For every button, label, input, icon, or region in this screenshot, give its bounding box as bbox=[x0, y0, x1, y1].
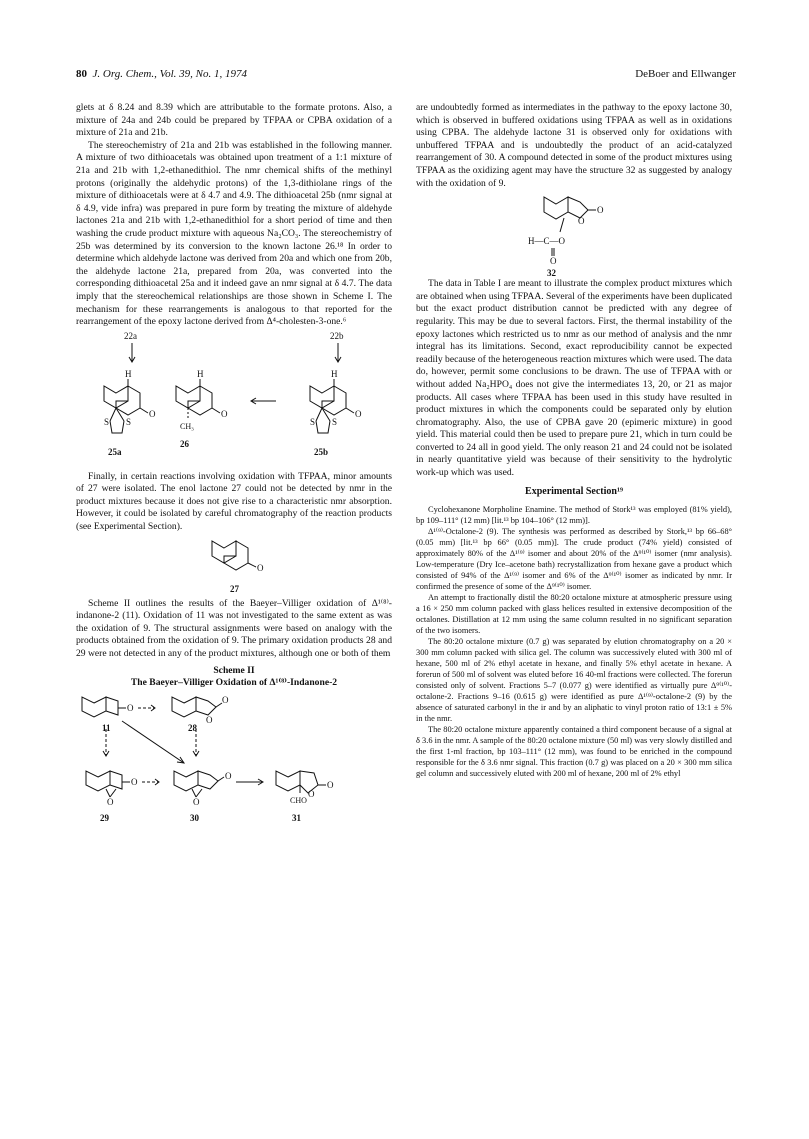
atom-o: O bbox=[221, 408, 228, 419]
label-32: 32 bbox=[547, 268, 556, 279]
atom-s: S bbox=[126, 416, 132, 427]
scheme-number: Scheme II bbox=[213, 664, 255, 676]
label-27: 27 bbox=[230, 583, 239, 594]
experimental-paragraph: Cyclohexanone Morpholine Enamine. The method of Stork¹³ was employed (81% yield), bp 109–111° (12 mm) [lit.¹³ bp 104–106° (12 mm)]. bbox=[416, 505, 732, 526]
atom-o: O bbox=[193, 796, 200, 807]
scheme-i-structures bbox=[76, 329, 392, 471]
experimental-paragraph: Δ¹⁽⁹⁾-Octalone-2 (9). The synthesis was performed as described by Stork,¹³ bp 66–68° (0.05 mm) [lit.¹³ bp 66° (0.05 mm)]. The crude product (74% yield) consisted of approximately 80% of the Δ¹⁽⁹⁾ isomer and about 20% of the Δ⁹⁽¹⁰⁾ isomer (nmr analysis). Low-temperature (Dry Ice–acetone bath) recrystallization from hexane gave a product which consisted of 94% of the Δ¹⁽⁹⁾ isomer and 6% of the Δ⁹⁽¹⁰⁾ isomer as indicated by nmr. Ir confirmed the presence of some of the Δ⁹⁽¹⁰⁾ isomer. bbox=[416, 527, 732, 592]
atom-o: O bbox=[327, 779, 334, 790]
atom-o: O bbox=[107, 796, 114, 807]
atom-o: O bbox=[131, 776, 138, 787]
atom-s: S bbox=[332, 416, 338, 427]
atom-h: H bbox=[197, 368, 204, 379]
label-26: 26 bbox=[180, 438, 189, 449]
atom-o: O bbox=[550, 256, 557, 267]
scheme-ii-diagram bbox=[76, 689, 392, 829]
atom-o: O bbox=[355, 408, 362, 419]
group-cho: CHO bbox=[290, 795, 307, 805]
label-11: 11 bbox=[102, 722, 111, 733]
atom-s: S bbox=[310, 416, 316, 427]
atom-o: O bbox=[308, 788, 315, 799]
section-heading: Experimental Section¹⁹ bbox=[525, 485, 623, 497]
paragraph: The stereochemistry of 21a and 21b was established in the following manner. A mixture of two dithioacetals was obtained upon treatment of a 1:1 mixture of 21a and 21b with 1,2-ethanedithiol. The nmr chemical shifts of the methinyl protons (originally the aldehydic protons) of the 1,3-dithiolane rings of the mixture of dithioacetals were at δ 4.7 and 4.9. The dithioacetal 25b (nmr signal at δ 4.9, vide infra) was prepared in pure form by treating the mixture of aldehyde lactones 21a and 21b with 1,2-ethanedithiol for a short period of time and then washing the crude product mixture with aqueous Na₂CO₃. The stereochemistry of 25b was determined by its conversion to the known lactone 26.¹⁸ In order to determine which aldehyde lactone was derived from 20a and which one from 20b, the aldehyde lactone 21a, prepared from 20a, was converted into the corresponding dithioacetal 25a and it indeed gave an nmr signal at δ 4.7. The data imply that the stereochemical relationships are those shown in Scheme I. The mechanism for these rearrangements is analogous to that reported for the rearrangement of the epoxy lactone derived from Δ⁴-cholesten-3-one.⁶ bbox=[76, 139, 392, 328]
paragraph: The data in Table I are meant to illustrate the complex product mixtures which are obtained when using TFPAA. Several of the experiments have been duplicated but the exact product distribution cannot be predicted with any degree of regularity. This may be due to several factors. First, the thermal instability of the epoxy lactones which restricted us to nmr as our method of analysis and the nmr integral has its limitations. Second, exact reproducibility cannot be expected readily because of the heterogeneous reaction mixtures which were used. The data do, however, permit some conclusions to be drawn. The use of TFPAA with or without added Na₂HPO₄ does not give the intermediates 13, 20, or 21 as major products. All cases where TFPAA has been used in this study have resulted in product mixtures in which the components could be separated only by elution chromatography. Also, the use of CPBA gave 20 (epimeric mixture) in good yield. This material could then be used to prepare pure 21, which in turn could be converted to 24 all in good yield. The only reason 21 and 24 could not be isolated in nearly quantitative yield was because of their sensitivity to the hydrolytic work-up which was used. bbox=[416, 278, 732, 479]
group-ch3: CH₃ bbox=[180, 421, 194, 431]
atom-o: O bbox=[578, 216, 585, 227]
atom-o: O bbox=[597, 205, 604, 216]
experimental-section bbox=[416, 504, 732, 779]
authors: DeBoer and Ellwanger bbox=[635, 68, 736, 80]
structure-32 bbox=[416, 190, 732, 278]
label-22b: 22b bbox=[330, 330, 344, 341]
atom-h: H bbox=[125, 368, 132, 379]
label-25a: 25a bbox=[108, 446, 122, 457]
experimental-paragraph: An attempt to fractionally distil the 80:20 octalone mixture at atmospheric pressure using a 16 × 250 mm column packed with glass helices resulted in extensive decomposition of the octalones. Distillation at 12 mm using the same column resulted in no significant separation of the two isomers. bbox=[416, 593, 732, 636]
label-22a: 22a bbox=[124, 330, 137, 341]
formate-group: H—C—O bbox=[528, 236, 566, 247]
right-column bbox=[416, 102, 732, 779]
journal-name: J. Org. Chem., Vol. 39, No. 1, 1974 bbox=[92, 68, 248, 80]
journal-citation bbox=[76, 68, 247, 80]
structure-27 bbox=[76, 534, 392, 598]
atom-s: S bbox=[104, 416, 110, 427]
experimental-paragraph: The 80:20 octalone mixture apparently contained a third component because of a signal at δ 3.6 in the nmr. A sample of the 80:20 octalone mixture (50 ml) was very slowly distilled and the first 1-ml fraction, bp 103–111° (12 mm), was found to be enriched in the compound responsible for the δ 3.6 nmr signal. This fraction (0.7 g) was placed on a 20 × 300 mm silica gel column and successively eluted with 200 ml of hexane, 200 ml of 2% ethyl bbox=[416, 725, 732, 779]
atom-o: O bbox=[206, 714, 213, 725]
label-29: 29 bbox=[100, 812, 109, 823]
experimental-paragraph: The 80:20 octalone mixture (0.7 g) was separated by elution chromatography on a 20 × 300 mm column packed with silica gel. The column was successively eluted with 300 ml of hexane, 500 ml of 2% ethyl acetate in hexane, and finally 5% ethyl acetate in hexane. A forerun of 500 ml of solvent was eluted before 16 40-ml fractions were collected. The forerun consisted only of solvent. Fractions 5–7 (0.077 g) were identified as virtually pure Δ⁹⁽¹⁰⁾-octalone-2. Fractions 9–16 (0.615 g) were identified as pure Δ¹⁽⁹⁾-octalone-2 (9) by the absence of saturated carbonyl in the ir and by an aliphatic to vinyl proton ratio of 13:1 ± 5% in the nmr. bbox=[416, 637, 732, 724]
scheme-title bbox=[76, 665, 392, 689]
page-number: 80 bbox=[76, 68, 87, 80]
atom-o: O bbox=[127, 702, 134, 713]
left-column bbox=[76, 102, 392, 829]
atom-o: O bbox=[149, 408, 156, 419]
atom-h: H bbox=[331, 368, 338, 379]
paragraph: Scheme II outlines the results of the Baeyer–Villiger oxidation of Δ¹⁽⁸⁾-indanone-2 (11). Oxidation of 11 was not investigated to the same extent as was the oxidation of 9. The structural assignments were based on analogy with the products obtained from the oxidation of 9. The primary oxidation products 28 and 29 were not detected in any of the product mixtures, although one or both of them bbox=[76, 597, 392, 660]
label-28: 28 bbox=[188, 722, 197, 733]
label-25b: 25b bbox=[314, 446, 329, 457]
label-31: 31 bbox=[292, 812, 301, 823]
paragraph: glets at δ 8.24 and 8.39 which are attributable to the formate protons. Also, a mixture of 24a and 24b could be prepared by TFPAA or CPBA oxidation of a mixture of 21a and 21b. bbox=[76, 102, 392, 139]
scheme-caption: The Baeyer–Villiger Oxidation of Δ¹⁽⁸⁾-Indanone-2 bbox=[130, 676, 338, 688]
atom-o: O bbox=[222, 694, 229, 705]
paragraph: are undoubtedly formed as intermediates in the pathway to the epoxy lactone 30, which is observed in buffered oxidations using TFPAA as well as in oxidations using CPBA. The aldehyde lactone 31 is observed only for oxidations with unbuffered TFPAA and is undoubtedly the product of an acid-catalyzed rearrangement of 30. A compound detected in some of the product mixtures using TFPAA as the oxidizing agent may have the structure 32 as suggested by analogy with the oxidation of 9. bbox=[416, 102, 732, 189]
label-30: 30 bbox=[190, 812, 199, 823]
atom-o: O bbox=[257, 562, 264, 573]
paragraph: Finally, in certain reactions involving oxidation with TFPAA, minor amounts of 27 were isolated. The enol lactone 27 could not be detected by nmr in the product mixtures because it does not give rise to a characteristic nmr absorption. However, it could be isolated by careful chromatography of the reaction products (see Experimental Section). bbox=[76, 470, 392, 533]
page-header bbox=[76, 68, 736, 86]
atom-o: O bbox=[225, 770, 232, 781]
